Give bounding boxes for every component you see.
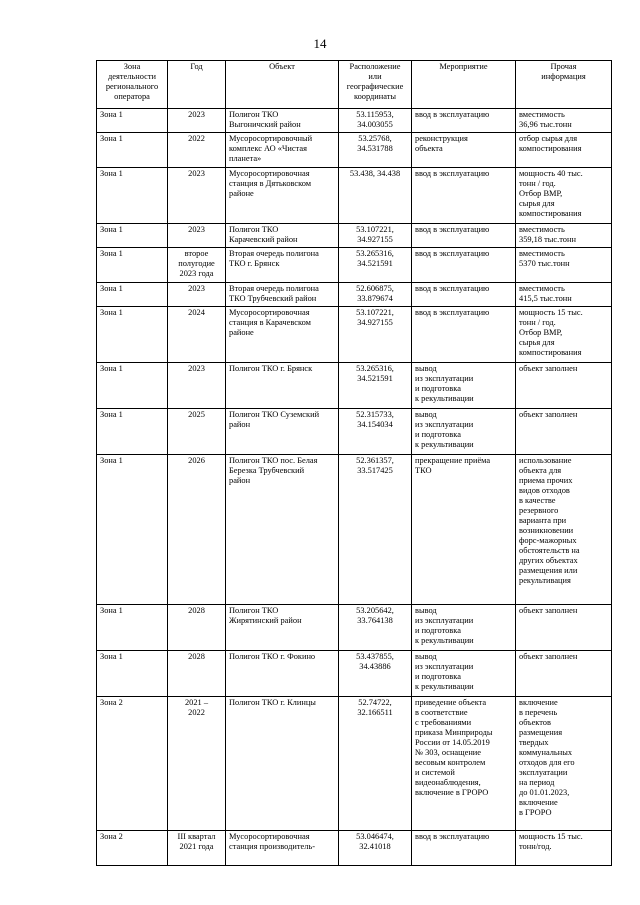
header-zone: Зона деятельности регионального оператора bbox=[97, 61, 168, 109]
row-year-cell: 2028 bbox=[168, 651, 226, 697]
row-action-cell: ввод в эксплуатацию bbox=[412, 248, 516, 283]
row-zone-cell: Зона 1 bbox=[97, 605, 168, 651]
row-year-cell: 2023 bbox=[168, 363, 226, 409]
row-object-cell: Полигон ТКО г. Клинцы bbox=[226, 697, 339, 831]
table-row bbox=[97, 168, 612, 224]
table-row bbox=[97, 248, 612, 283]
row-coordinates-cell: 53.115953, 34.003055 bbox=[339, 109, 412, 133]
row-zone-cell: Зона 1 bbox=[97, 363, 168, 409]
row-info-cell: мощность 40 тыс. тонн / год. Отбор ВМР, сырья для компостирования bbox=[516, 168, 612, 224]
row-action-cell: ввод в эксплуатацию bbox=[412, 283, 516, 307]
row-zone-cell: Зона 1 bbox=[97, 651, 168, 697]
row-object-cell: Вторая очередь полигона ТКО Трубчевский район bbox=[226, 283, 339, 307]
row-info-cell: объект заполнен bbox=[516, 363, 612, 409]
table-row bbox=[97, 409, 612, 455]
waste-facilities-table bbox=[96, 60, 612, 866]
row-info-cell: вместимость 359,18 тыс.тонн bbox=[516, 224, 612, 248]
row-action-cell: прекращение приёма ТКО bbox=[412, 455, 516, 605]
row-zone-cell: Зона 1 bbox=[97, 248, 168, 283]
row-action-cell: ввод в эксплуатацию bbox=[412, 307, 516, 363]
row-coordinates-cell: 53.438, 34.438 bbox=[339, 168, 412, 224]
row-year-cell: 2028 bbox=[168, 605, 226, 651]
row-zone-cell: Зона 1 bbox=[97, 455, 168, 605]
row-info-cell: объект заполнен bbox=[516, 605, 612, 651]
row-year-cell: 2026 bbox=[168, 455, 226, 605]
table-header-row bbox=[97, 61, 612, 109]
header-action: Мероприятие bbox=[412, 61, 516, 109]
header-info: Прочая информация bbox=[516, 61, 612, 109]
row-coordinates-cell: 53.046474, 32.41018 bbox=[339, 831, 412, 866]
table-row bbox=[97, 307, 612, 363]
row-year-cell: 2023 bbox=[168, 283, 226, 307]
row-coordinates-cell: 52.74722, 32.166511 bbox=[339, 697, 412, 831]
table-row bbox=[97, 831, 612, 866]
header-coordinates: Расположение или географические координаты bbox=[339, 61, 412, 109]
table-row bbox=[97, 697, 612, 831]
row-info-cell: объект заполнен bbox=[516, 409, 612, 455]
row-coordinates-cell: 53.437855, 34.43886 bbox=[339, 651, 412, 697]
header-object: Объект bbox=[226, 61, 339, 109]
row-info-cell: объект заполнен bbox=[516, 651, 612, 697]
table-row bbox=[97, 605, 612, 651]
row-coordinates-cell: 52.606875, 33.879674 bbox=[339, 283, 412, 307]
row-zone-cell: Зона 1 bbox=[97, 283, 168, 307]
row-zone-cell: Зона 1 bbox=[97, 168, 168, 224]
row-coordinates-cell: 53.25768, 34.531788 bbox=[339, 133, 412, 168]
row-year-cell: 2023 bbox=[168, 168, 226, 224]
row-object-cell: Мусоросортировочная станция в Дятьковском районе bbox=[226, 168, 339, 224]
row-info-cell: мощность 15 тыс. тонн / год. Отбор ВМР, сырья для компостирования bbox=[516, 307, 612, 363]
row-info-cell: вместимость 36,96 тыс.тонн bbox=[516, 109, 612, 133]
table-body bbox=[97, 109, 612, 866]
row-year-cell: 2024 bbox=[168, 307, 226, 363]
row-object-cell: Полигон ТКО г. Брянск bbox=[226, 363, 339, 409]
row-action-cell: ввод в эксплуатацию bbox=[412, 109, 516, 133]
row-year-cell: второе полугодие 2023 года bbox=[168, 248, 226, 283]
table-row bbox=[97, 283, 612, 307]
row-info-cell: включение в перечень объектов размещения твердых коммунальных отходов для его эксплуатации на период до 01.01.2023, включение в ГРОРО bbox=[516, 697, 612, 831]
page-number: 14 bbox=[313, 36, 327, 51]
row-info-cell: использование объекта для приема прочих видов отходов в качестве резервного варианта при возникновении форс-мажорных обстоятельств на других объектах размещения или рекультивация bbox=[516, 455, 612, 605]
row-coordinates-cell: 53.107221, 34.927155 bbox=[339, 307, 412, 363]
row-zone-cell: Зона 2 bbox=[97, 831, 168, 866]
row-zone-cell: Зона 1 bbox=[97, 409, 168, 455]
row-action-cell: вывод из эксплуатации и подготовка к рекультивации bbox=[412, 409, 516, 455]
row-zone-cell: Зона 1 bbox=[97, 224, 168, 248]
row-action-cell: вывод из эксплуатации и подготовка к рекультивации bbox=[412, 363, 516, 409]
row-coordinates-cell: 53.205642, 33.764138 bbox=[339, 605, 412, 651]
row-action-cell: ввод в эксплуатацию bbox=[412, 168, 516, 224]
row-object-cell: Полигон ТКО г. Фокино bbox=[226, 651, 339, 697]
row-action-cell: вывод из эксплуатации и подготовка к рекультивации bbox=[412, 605, 516, 651]
row-year-cell: 2022 bbox=[168, 133, 226, 168]
row-object-cell: Полигон ТКО Жирятинский район bbox=[226, 605, 339, 651]
row-object-cell: Полигон ТКО Карачевский район bbox=[226, 224, 339, 248]
row-action-cell: ввод в эксплуатацию bbox=[412, 224, 516, 248]
row-info-cell: отбор сырья для компостирования bbox=[516, 133, 612, 168]
row-object-cell: Мусоросортировочная станция производитель- bbox=[226, 831, 339, 866]
row-zone-cell: Зона 1 bbox=[97, 109, 168, 133]
row-year-cell: 2021 – 2022 bbox=[168, 697, 226, 831]
row-coordinates-cell: 53.107221, 34.927155 bbox=[339, 224, 412, 248]
table-row bbox=[97, 651, 612, 697]
row-info-cell: мощность 15 тыс. тонн/год. bbox=[516, 831, 612, 866]
table-row bbox=[97, 224, 612, 248]
row-year-cell: 2023 bbox=[168, 224, 226, 248]
table-row bbox=[97, 109, 612, 133]
row-object-cell: Мусоросортировочная станция в Карачевском районе bbox=[226, 307, 339, 363]
row-coordinates-cell: 53.265316, 34.521591 bbox=[339, 363, 412, 409]
row-object-cell: Полигон ТКО Суземский район bbox=[226, 409, 339, 455]
table-row bbox=[97, 133, 612, 168]
row-object-cell: Полигон ТКО Выгоничский район bbox=[226, 109, 339, 133]
row-object-cell: Полигон ТКО пос. Белая Березка Трубчевский район bbox=[226, 455, 339, 605]
row-year-cell: III квартал 2021 года bbox=[168, 831, 226, 866]
table-row bbox=[97, 363, 612, 409]
row-action-cell: реконструкция объекта bbox=[412, 133, 516, 168]
header-year: Год bbox=[168, 61, 226, 109]
row-zone-cell: Зона 1 bbox=[97, 307, 168, 363]
row-object-cell: Мусоросортировочный комплекс АО «Чистая планета» bbox=[226, 133, 339, 168]
row-info-cell: вместимость 5370 тыс.тонн bbox=[516, 248, 612, 283]
row-year-cell: 2025 bbox=[168, 409, 226, 455]
row-coordinates-cell: 52.361357, 33.517425 bbox=[339, 455, 412, 605]
row-info-cell: вместимость 415,5 тыс.тонн bbox=[516, 283, 612, 307]
row-action-cell: ввод в эксплуатацию bbox=[412, 831, 516, 866]
row-action-cell: вывод из эксплуатации и подготовка к рекультивации bbox=[412, 651, 516, 697]
row-object-cell: Вторая очередь полигона ТКО г. Брянск bbox=[226, 248, 339, 283]
row-coordinates-cell: 53.265316, 34.521591 bbox=[339, 248, 412, 283]
row-zone-cell: Зона 1 bbox=[97, 133, 168, 168]
table-row bbox=[97, 455, 612, 605]
row-action-cell: приведение объекта в соответствие с требованиями приказа Минприроды России от 14.05.2019 № 303, оснащение весовым контролем и системой видеонаблюдения, включение в ГРОРО bbox=[412, 697, 516, 831]
row-year-cell: 2023 bbox=[168, 109, 226, 133]
row-coordinates-cell: 52.315733, 34.154034 bbox=[339, 409, 412, 455]
row-zone-cell: Зона 2 bbox=[97, 697, 168, 831]
